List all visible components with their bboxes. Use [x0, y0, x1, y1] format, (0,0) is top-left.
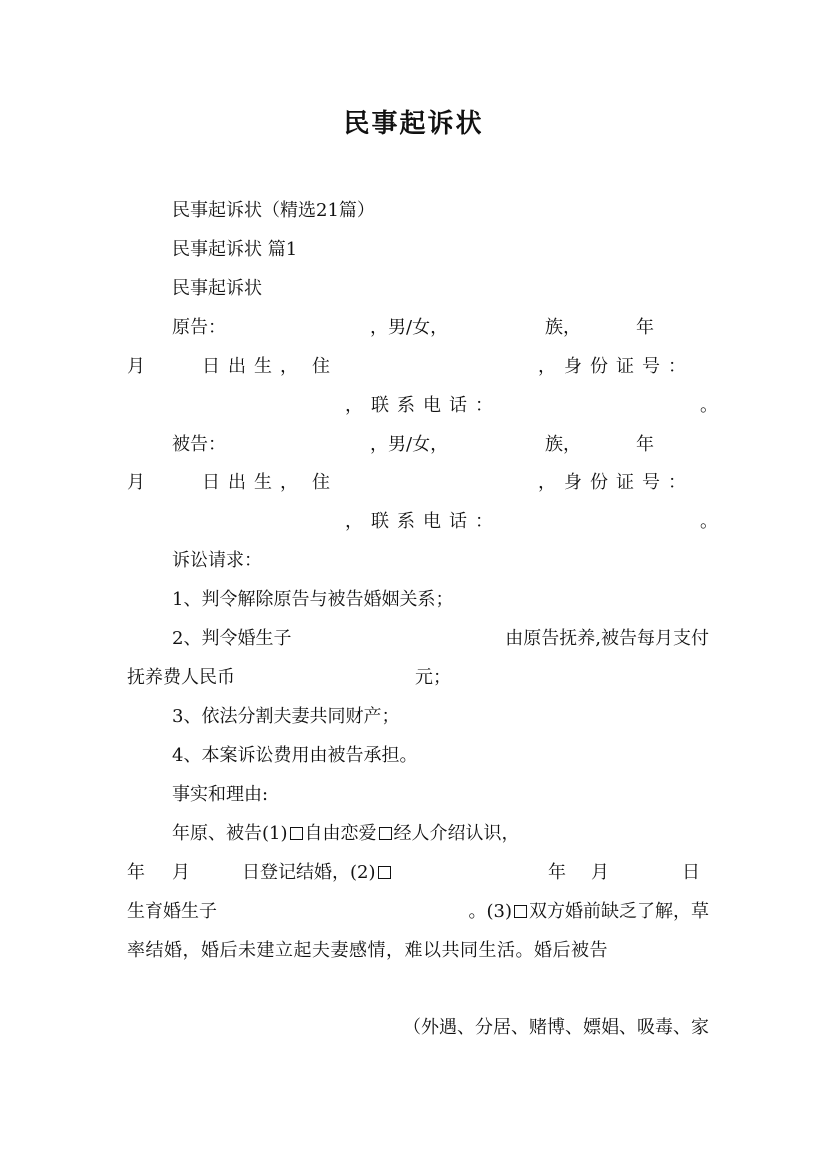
defendant-line-2: [0, 468, 827, 498]
defendant-id-label: ，身份证号：: [538, 472, 694, 493]
defendant-residence: 住: [312, 472, 338, 493]
facts-l2-month: 月: [172, 862, 190, 883]
subtitle-line: [0, 196, 827, 226]
plaintiff-line-3: [0, 391, 827, 421]
facts-l2-reg: 日登记结婚，(2): [242, 862, 376, 883]
claim-4-text: 4、本案诉讼费用由被告承担。: [172, 745, 418, 766]
defendant-ethnicity: 族，: [545, 434, 581, 455]
facts-l3-a: 生育婚生子: [127, 901, 217, 922]
plaintiff-end: 。: [700, 395, 726, 416]
claim-2-b: 由原告抚养,被告每月支付: [505, 628, 709, 649]
plaintiff-residence: 住: [312, 356, 338, 377]
plaintiff-month: 月: [127, 356, 153, 377]
facts-line-1: [0, 819, 827, 849]
plaintiff-year: 年: [636, 317, 654, 338]
facts-heading: 事实和理由:: [172, 784, 269, 805]
claim-2-a: 2、判令婚生子: [172, 628, 292, 649]
claim-2-line-2: [0, 663, 827, 693]
defendant-birth: 日出生，: [202, 472, 306, 493]
claim-2-c: 抚养费人民币: [127, 667, 235, 688]
defendant-gender: ，男/女，: [370, 434, 449, 455]
facts-l1-c: 经人介绍认识，: [393, 823, 520, 844]
defendant-phone: ，联系电话：: [345, 511, 501, 532]
claims-heading-line: [0, 546, 827, 576]
plaintiff-label: 原告：: [172, 317, 226, 338]
plaintiff-id-label: ，身份证号：: [538, 356, 694, 377]
defendant-month: 月: [127, 472, 153, 493]
checkbox-hasty-marriage[interactable]: [514, 905, 527, 918]
plaintiff-line-2: [0, 352, 827, 382]
chapter-line: [0, 235, 827, 265]
facts-line-3: [0, 897, 827, 927]
facts-heading-line: [0, 780, 827, 810]
facts-l2-day: 日: [682, 862, 700, 883]
facts-l3-b: 。(3): [468, 901, 512, 922]
facts-l1-b: 自由恋爱: [304, 823, 377, 844]
plaintiff-line-1: [0, 313, 827, 343]
doc-title: 民事起诉状: [172, 278, 262, 299]
defendant-end: 。: [700, 511, 726, 532]
facts-l2-year2: 年: [548, 862, 566, 883]
chapter-heading: 民事起诉状 篇1: [172, 239, 298, 260]
checkbox-child-born[interactable]: [378, 866, 391, 879]
facts-l4: 率结婚，婚后未建立起夫妻感情，难以共同生活。婚后被告: [127, 940, 608, 961]
facts-line-5: [0, 1013, 827, 1043]
claims-heading: 诉讼请求：: [172, 550, 262, 571]
facts-l2-month2: 月: [591, 862, 609, 883]
claim-1: [0, 585, 827, 615]
facts-line-4: [0, 936, 827, 966]
checkbox-introduced[interactable]: [379, 827, 392, 840]
plaintiff-gender: ，男/女，: [370, 317, 449, 338]
claim-2-d: 元；: [415, 667, 451, 688]
plaintiff-birth: 日出生，: [202, 356, 306, 377]
plaintiff-phone: ，联系电话：: [345, 395, 501, 416]
defendant-label: 被告：: [172, 434, 226, 455]
facts-l2-year: 年: [127, 862, 145, 883]
claim-4: [0, 741, 827, 771]
claim-3: [0, 702, 827, 732]
facts-line-2: [0, 858, 827, 888]
subtitle: 民事起诉状（精选21篇）: [172, 200, 375, 221]
facts-l1-a: 年原、被告(1): [172, 823, 288, 844]
doc-title-line: [0, 274, 827, 304]
facts-l5: （外遇、分居、赌博、嫖娼、吸毒、家: [403, 1017, 709, 1038]
checkbox-free-love[interactable]: [290, 827, 303, 840]
plaintiff-ethnicity: 族，: [545, 317, 581, 338]
defendant-year: 年: [636, 434, 654, 455]
claim-3-text: 3、依法分割夫妻共同财产；: [172, 706, 400, 727]
facts-l3-c: 双方婚前缺乏了解，草: [529, 901, 709, 922]
page-title: 民事起诉状: [343, 109, 484, 139]
claim-2-line-1: [0, 624, 827, 654]
facts-l2-reg-wrap: [242, 858, 393, 888]
defendant-line-1: [0, 430, 827, 460]
defendant-line-3: [0, 507, 827, 537]
claim-1-text: 1、判令解除原告与被告婚姻关系；: [172, 589, 454, 610]
facts-line-1-text: [172, 819, 520, 849]
facts-l3-right: [469, 897, 710, 927]
